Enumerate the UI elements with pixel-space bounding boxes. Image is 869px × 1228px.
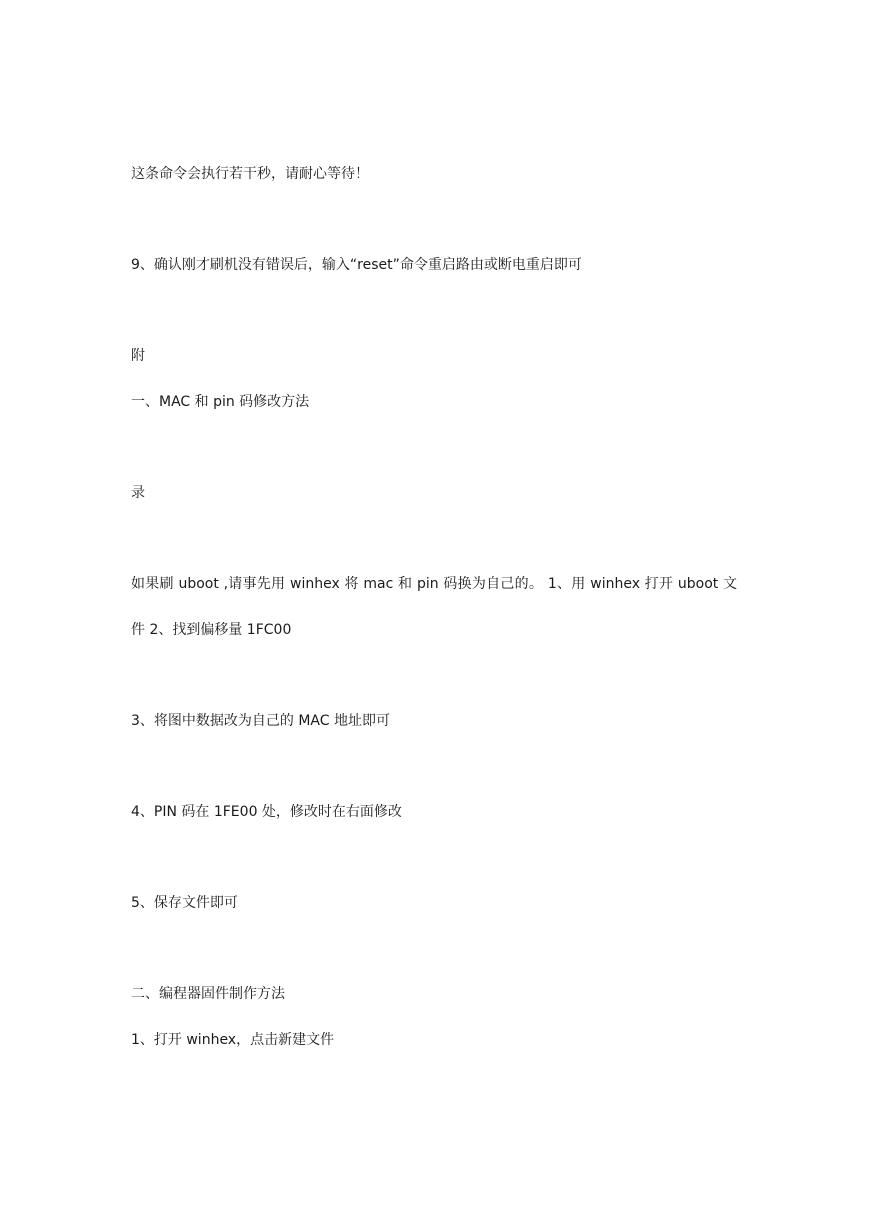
uboot-instructions-line-2: 件 2、找到偏移量 1FC00	[131, 622, 292, 638]
uboot-instructions-line-1: 如果刷 uboot ,请事先用 winhex 将 mac 和 pin 码换为自己的。 1、用 winhex 打开 uboot 文	[131, 576, 737, 592]
section-1-heading: 一、MAC 和 pin 码修改方法	[131, 394, 310, 410]
appendix-char-1: 附	[131, 348, 145, 364]
step-5-save: 5、保存文件即可	[131, 895, 238, 911]
appendix-char-2: 录	[131, 485, 145, 501]
section-2-heading: 二、编程器固件制作方法	[131, 986, 285, 1002]
step-4-pin: 4、PIN 码在 1FE00 处，修改时在右面修改	[131, 804, 402, 820]
step-3-mac: 3、将图中数据改为自己的 MAC 地址即可	[131, 713, 390, 729]
step-9-reset: 9、确认刚才刷机没有错误后，输入“reset”命令重启路由或断电重启即可	[131, 257, 582, 273]
section-2-step-1: 1、打开 winhex，点击新建文件	[131, 1032, 335, 1048]
wait-note: 这条命令会执行若干秒，请耐心等待！	[131, 166, 369, 182]
